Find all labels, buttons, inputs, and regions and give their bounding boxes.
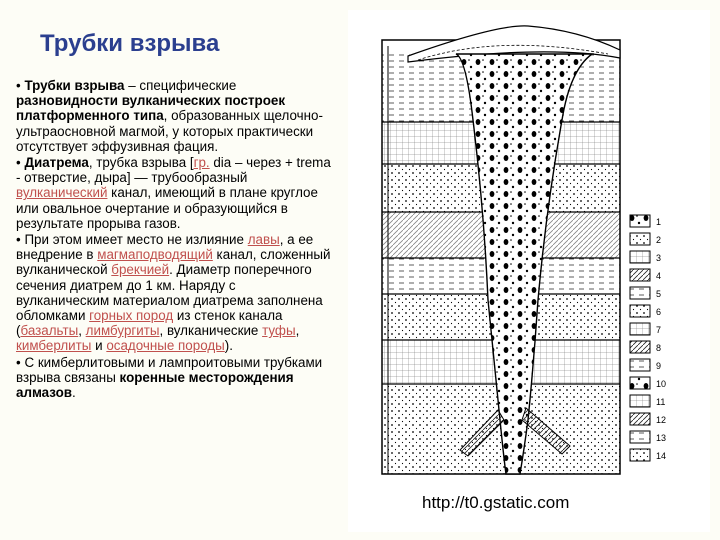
legend-label: 8 [656, 343, 662, 353]
bullet: • [16, 232, 21, 248]
bullet: • [16, 78, 21, 93]
term-diatreme: Диатрема [24, 155, 89, 171]
link-limburgites[interactable]: лимбургиты [85, 323, 160, 339]
figure-source-caption: http://t0.gstatic.com [422, 493, 570, 512]
paragraph-intrusion [16, 232, 332, 354]
legend-label: 4 [656, 271, 662, 281]
link-volcanic[interactable]: вулканический [16, 185, 108, 201]
term-varieties: разновидности вулканических построек платформенного типа [16, 93, 286, 124]
text-run: , образованных щелочно-ультраосновной магмой, у которых практически отсутствует эффузивная фация. [16, 108, 323, 154]
text-run: , [78, 323, 86, 339]
link-basalts[interactable]: базальты [20, 323, 79, 339]
legend-label: 13 [656, 433, 667, 443]
paragraph-pipes [16, 78, 332, 154]
legend-label: 1 [656, 217, 662, 227]
legend-label: 12 [656, 415, 667, 425]
link-lava[interactable]: лавы [247, 232, 280, 248]
legend-swatch [630, 233, 650, 245]
legend-swatch [630, 269, 650, 281]
text-run: dia – через + trema - отверстие, дыра] — трубообразный [16, 155, 331, 186]
link-sedimentary[interactable]: осадочные породы [106, 338, 225, 354]
legend-swatch [630, 251, 650, 263]
legend-swatch [630, 449, 650, 461]
link-magma-conduit[interactable]: магмаподводящий [97, 247, 213, 263]
text-run: . Диаметр поперечного сечения диатрем до 1 км. Наряду с вулканическим материалом диатрема заполнена обломками [16, 262, 323, 324]
link-kimberlites[interactable]: кимберлиты [16, 338, 92, 354]
legend-swatch [630, 359, 650, 371]
legend-swatch [630, 215, 650, 227]
text-run: С кимберлитовыми и лампроитовыми трубками взрыва связаны [16, 354, 323, 385]
legend-label: 9 [656, 361, 662, 371]
text-run: , [295, 323, 300, 339]
legend-label: 11 [656, 397, 666, 407]
link-greek[interactable]: гр. [193, 155, 210, 171]
body-text [16, 78, 332, 401]
legend-swatch [630, 413, 650, 425]
legend-swatch [630, 323, 650, 335]
legend-label: 3 [656, 253, 662, 263]
legend-label: 14 [656, 451, 667, 461]
text-run: из стенок канала ( [16, 308, 283, 339]
paragraph-diamonds [16, 355, 332, 401]
bullet: • [16, 354, 21, 370]
legend-swatch [630, 377, 650, 389]
text-run: При этом имеет место не излияние [24, 232, 248, 248]
text-run: – специфические [124, 78, 237, 93]
legend-label: 6 [656, 307, 662, 317]
link-breccia[interactable]: брекчией [111, 262, 170, 278]
diatreme-cross-section-figure [348, 10, 710, 532]
term-pipes: Трубки взрыва [24, 78, 125, 93]
link-tuffs[interactable]: туфы [262, 323, 296, 339]
cross-section-diagram [348, 10, 710, 490]
slide-title: Трубки взрыва [40, 30, 220, 57]
legend-swatch [630, 395, 650, 407]
legend [630, 215, 666, 461]
paragraph-diatreme [16, 155, 332, 231]
text-run: канал, сложенный вулканической [16, 247, 331, 278]
text-run: и [91, 338, 107, 354]
legend-swatch [630, 305, 650, 317]
legend-label: 7 [656, 325, 662, 335]
text-run: , а ее внедрение в [16, 232, 314, 263]
text-run: , трубка взрыва [ [88, 155, 194, 171]
bullet: • [16, 155, 21, 171]
link-rocks[interactable]: горных пород [89, 308, 174, 324]
text-run: . [72, 385, 76, 401]
legend-swatch [630, 341, 650, 353]
legend-label: 10 [656, 379, 667, 389]
legend-swatch [630, 431, 650, 443]
term-diamond-deposits: коренные месторождения алмазов [16, 369, 294, 401]
text-run: ). [224, 338, 233, 354]
text-run: , вулканические [159, 323, 263, 339]
legend-swatch [630, 287, 650, 299]
legend-label: 2 [656, 235, 662, 245]
legend-label: 5 [656, 289, 662, 299]
text-run: канал, имеющий в плане круглое или овальное очертание и образующийся в результате прорыва газов. [16, 185, 318, 231]
